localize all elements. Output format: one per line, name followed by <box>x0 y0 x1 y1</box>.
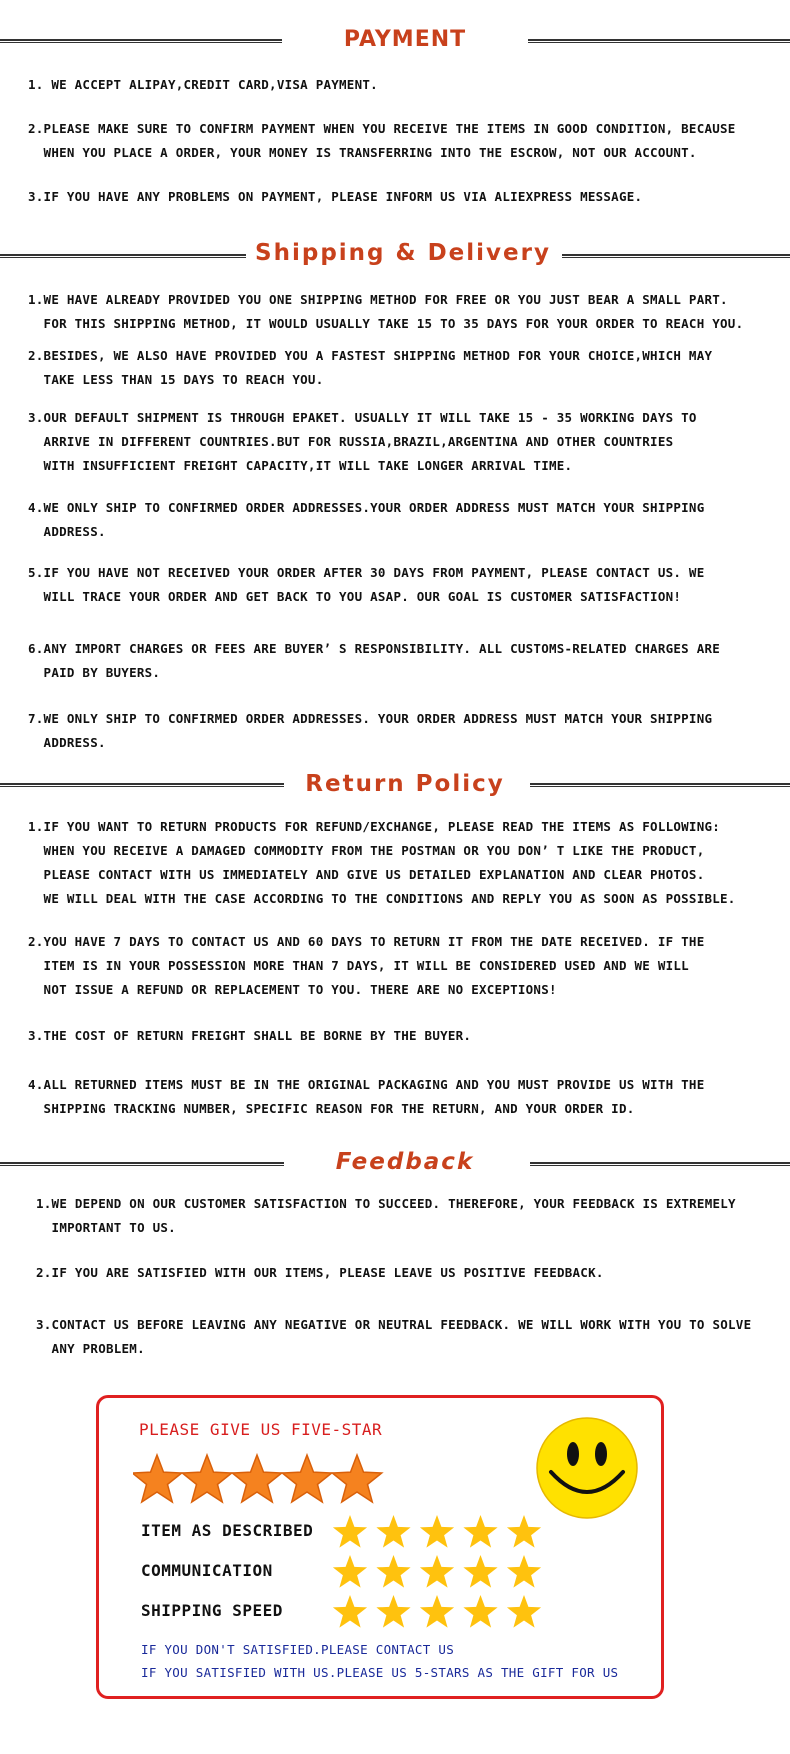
rating-star-icon <box>376 1515 410 1548</box>
payment-heading <box>0 20 790 60</box>
shipping-item-7: 7.WE ONLY SHIP TO CONFIRMED ORDER ADDRESSES. YOUR ORDER ADDRESS MUST MATCH YOUR SHIPPING ADDRESS. <box>28 711 713 750</box>
shipping-item-6: 6.ANY IMPORT CHARGES OR FEES ARE BUYER’ S RESPONSIBILITY. ALL CUSTOMS-RELATED CHARGES ARE PAID BY BUYERS. <box>28 641 721 680</box>
feedback-title: Feedback <box>335 1149 475 1175</box>
heading-rule-left <box>0 254 246 258</box>
big-star-icon <box>332 1455 381 1502</box>
feedback-item-1: 1.WE DEPEND ON OUR CUSTOMER SATISFACTION TO SUCCEED. THEREFORE, YOUR FEEDBACK IS EXTREMELY IMPORTANT TO US. <box>36 1196 736 1235</box>
shipping-title: Shipping & Delivery <box>255 240 551 266</box>
big-stars <box>133 1450 423 1510</box>
heading-rule-left <box>0 39 282 43</box>
payment-title: PAYMENT <box>343 27 467 52</box>
rating-star-icon <box>507 1515 541 1548</box>
rating-label: SHIPPING SPEED <box>141 1601 283 1620</box>
five-star-note: IF YOU SATISFIED WITH US.PLEASE US 5-STARS AS THE GIFT FOR US <box>141 1665 619 1680</box>
heading-rule-right <box>562 254 790 258</box>
heading-rule-right <box>530 783 790 787</box>
rating-star-icon <box>463 1595 497 1628</box>
rating-star-icon <box>463 1555 497 1588</box>
heading-rule-left <box>0 783 284 787</box>
big-star-icon <box>282 1455 331 1502</box>
shipping-item-5: 5.IF YOU HAVE NOT RECEIVED YOUR ORDER AFTER 30 DAYS FROM PAYMENT, PLEASE CONTACT US. WE WILL TRACE YOUR ORDER AND GET BACK TO YOU ASAP. OUR GOAL IS CUSTOMER SATISFACTION! <box>28 565 705 604</box>
smiley-left-eye <box>567 1442 579 1466</box>
rating-label: COMMUNICATION <box>141 1561 273 1580</box>
shipping-item-2: 2.BESIDES, WE ALSO HAVE PROVIDED YOU A FASTEST SHIPPING METHOD FOR YOUR CHOICE,WHICH MAY TAKE LESS THAN 15 DAYS TO REACH YOU. <box>28 348 713 387</box>
smiley-face <box>537 1418 637 1518</box>
rating-star-icon <box>507 1595 541 1628</box>
rating-star-icon <box>376 1595 410 1628</box>
returns-item-4: 4.ALL RETURNED ITEMS MUST BE IN THE ORIGINAL PACKAGING AND YOU MUST PROVIDE US WITH THE SHIPPING TRACKING NUMBER, SPECIFIC REASON FOR THE RETURN, AND YOUR ORDER ID. <box>28 1077 705 1116</box>
payment-item-2: 2.PLEASE MAKE SURE TO CONFIRM PAYMENT WHEN YOU RECEIVE THE ITEMS IN GOOD CONDITION, BECAUSE WHEN YOU PLACE A ORDER, YOUR MONEY IS TRANSFERRING INTO THE ESCROW, NOT OUR ACCOUNT. <box>28 121 736 160</box>
rating-star-icon <box>333 1595 367 1628</box>
big-star-icon <box>133 1455 182 1502</box>
payment-item-3: 3.IF YOU HAVE ANY PROBLEMS ON PAYMENT, PLEASE INFORM US VIA ALIEXPRESS MESSAGE. <box>28 189 643 204</box>
feedback-heading <box>0 1142 790 1182</box>
feedback-item-3: 3.CONTACT US BEFORE LEAVING ANY NEGATIVE OR NEUTRAL FEEDBACK. WE WILL WORK WITH YOU TO SOLVE ANY PROBLEM. <box>36 1317 752 1356</box>
smiley-right-eye <box>595 1442 607 1466</box>
heading-rule-right <box>528 39 790 43</box>
returns-item-1: 1.IF YOU WANT TO RETURN PRODUCTS FOR REFUND/EXCHANGE, PLEASE READ THE ITEMS AS FOLLOWING: WHEN YOU RECEIVE A DAMAGED COMMODITY FROM THE POSTMAN OR YOU DON’ T LIKE THE PRODUCT, PLEASE CONTACT WITH US IMMEDIATELY AND GIVE US DETAILED EXPLANATION AND CLEAR PHOTOS. WE WILL DEAL WITH THE CASE ACCORDING TO THE CONDITIONS AND REPLY YOU AS SOON AS POSSIBLE. <box>28 819 736 906</box>
smiley-face-icon <box>535 1416 639 1520</box>
rating-star-icon <box>420 1555 454 1588</box>
returns-item-2: 2.YOU HAVE 7 DAYS TO CONTACT US AND 60 DAYS TO RETURN IT FROM THE DATE RECEIVED. IF THE ITEM IS IN YOUR POSSESSION MORE THAN 7 DAYS, IT WILL BE CONSIDERED USED AND WE WILL NOT ISSUE A REFUND OR REPLACEMENT TO YOU. THERE ARE NO EXCEPTIONS! <box>28 934 705 997</box>
payment-item-1: 1. WE ACCEPT ALIPAY,CREDIT CARD,VISA PAYMENT. <box>28 77 378 92</box>
heading-rule-left <box>0 1162 284 1166</box>
shipping-item-1: 1.WE HAVE ALREADY PROVIDED YOU ONE SHIPPING METHOD FOR FREE OR YOU JUST BEAR A SMALL PART. FOR THIS SHIPPING METHOD, IT WOULD USUALLY TAKE 15 TO 35 DAYS FOR YOUR ORDER TO REACH YOU. <box>28 292 744 331</box>
rating-stars <box>331 1593 561 1633</box>
rating-star-icon <box>333 1555 367 1588</box>
returns-title: Return Policy <box>305 771 505 797</box>
returns-item-3: 3.THE COST OF RETURN FREIGHT SHALL BE BORNE BY THE BUYER. <box>28 1028 472 1043</box>
shipping-item-4: 4.WE ONLY SHIP TO CONFIRMED ORDER ADDRESSES.YOUR ORDER ADDRESS MUST MATCH YOUR SHIPPING ADDRESS. <box>28 500 705 539</box>
shipping-item-3: 3.OUR DEFAULT SHIPMENT IS THROUGH EPAKET. USUALLY IT WILL TAKE 15 - 35 WORKING DAYS TO ARRIVE IN DIFFERENT COUNTRIES.BUT FOR RUSSIA,BRAZIL,ARGENTINA AND OTHER COUNTRIES WITH INSUFFICIENT FREIGHT CAPACITY,IT WILL TAKE LONGER ARRIVAL TIME. <box>28 410 697 473</box>
big-star-icon <box>182 1455 231 1502</box>
five-star-heading: PLEASE GIVE US FIVE-STAR <box>139 1420 383 1439</box>
rating-label: ITEM AS DESCRIBED <box>141 1521 314 1540</box>
rating-star-icon <box>333 1515 367 1548</box>
five-star-card <box>96 1395 664 1699</box>
returns-heading <box>0 764 790 804</box>
big-star-icon <box>232 1455 281 1502</box>
rating-star-icon <box>463 1515 497 1548</box>
rating-star-icon <box>420 1595 454 1628</box>
heading-rule-right <box>530 1162 790 1166</box>
feedback-item-2: 2.IF YOU ARE SATISFIED WITH OUR ITEMS, PLEASE LEAVE US POSITIVE FEEDBACK. <box>36 1265 604 1280</box>
contact-note: IF YOU DON'T SATISFIED.PLEASE CONTACT US <box>141 1642 455 1657</box>
rating-star-icon <box>507 1555 541 1588</box>
shipping-heading <box>0 233 790 273</box>
rating-star-icon <box>420 1515 454 1548</box>
rating-stars <box>331 1553 561 1593</box>
rating-star-icon <box>376 1555 410 1588</box>
rating-stars <box>331 1513 561 1553</box>
